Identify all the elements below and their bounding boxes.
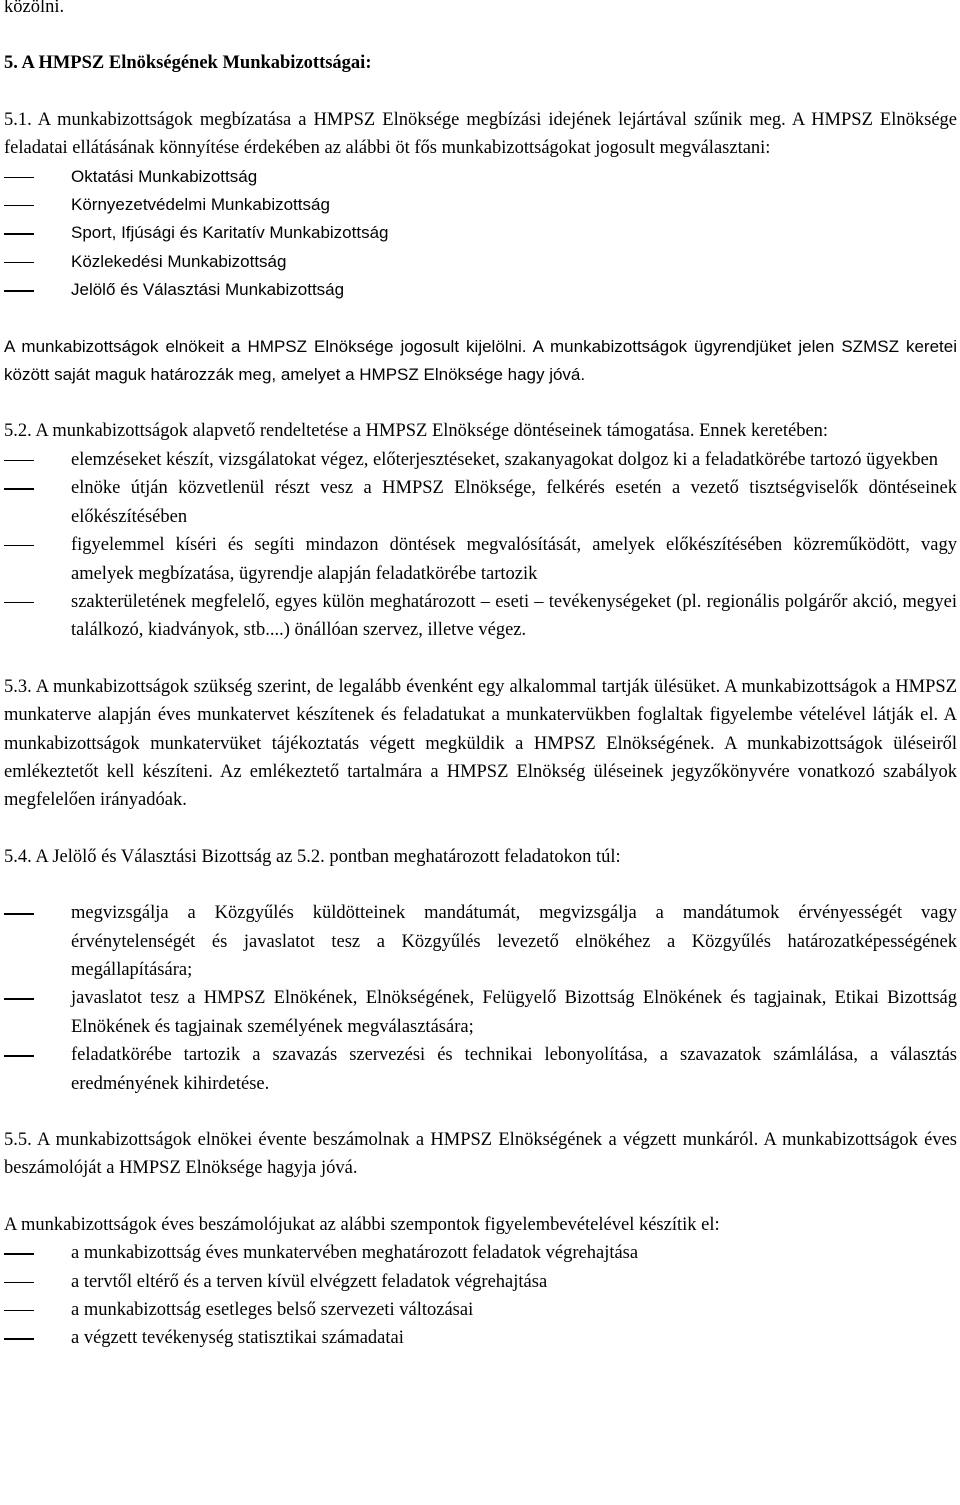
document-page (4, 0, 957, 1353)
dash-bullet-icon (4, 545, 34, 546)
list-item: Oktatási Munkabizottság (4, 163, 957, 191)
dash-bullet-icon (4, 233, 34, 234)
list-item: a munkabizottság esetleges belső szervezeti változásai (4, 1296, 957, 1324)
list-item: a végzett tevékenység statisztikai számadatai (4, 1324, 957, 1352)
list-item: Sport, Ifjúsági és Karitatív Munkabizottság (4, 219, 957, 247)
list-item: feladatkörébe tartozik a szavazás szervezési és technikai lebonyolítása, a szavazatok számlálása, a választás eredményének kihirdetése. (4, 1041, 957, 1098)
list-item: megvizsgálja a Közgyűlés küldötteinek mandátumát, megvizsgálja a mandátumok érvényességét vagy érvénytelenségét és javaslatot tesz a Közgyűlés levezető elnökéhez a Közgyűlés határozatképességének megállapítására; (4, 899, 957, 984)
committee-list (4, 163, 957, 305)
dash-bullet-icon (4, 1282, 34, 1283)
list-item: Környezetvédelmi Munkabizottság (4, 191, 957, 219)
list-item: javaslatot tesz a HMPSZ Elnökének, Elnökségének, Felügyelő Bizottság Elnökének és tagjainak, Etikai Bizottság Elnökének és tagjainak személyének megválasztására; (4, 984, 957, 1041)
section-5-5-paragraph-2: A munkabizottságok éves beszámolójukat az alábbi szempontok figyelembevételével készítik el: (4, 1214, 720, 1235)
list-item: elnöke útján közvetlenül részt vesz a HMPSZ Elnöksége, felkérés esetén a vezető tisztségviselők döntéseinek előkészítésében (4, 474, 957, 531)
section-5-2-list (4, 446, 957, 645)
dash-bullet-icon (4, 290, 34, 291)
list-item: szakterületének megfelelő, egyes külön meghatározott – eseti – tevékenységeket (pl. regionális polgárőr akció, megyei találkozó, kiadványok, stb....) önállóan szervez, illetve végez. (4, 588, 957, 645)
section-5-4-list (4, 899, 957, 1098)
section-5-5-paragraph: 5.5. A munkabizottságok elnökei évente beszámolnak a HMPSZ Elnökségének a végzett munkáról. A munkabizottságok éves beszámolóját a HMPSZ Elnöksége hagyja jóvá. (4, 1130, 957, 1179)
section-5-4-paragraph: 5.4. A Jelölő és Választási Bizottság az 5.2. pontban meghatározott feladatokon túl: (4, 846, 621, 867)
dash-bullet-icon (4, 913, 34, 914)
dash-bullet-icon (4, 1253, 34, 1254)
list-item: elemzéseket készít, vizsgálatokat végez, előterjesztéseket, szakanyagokat dolgoz ki a feladatkörébe tartozó ügyekben (4, 446, 957, 474)
dash-bullet-icon (4, 602, 34, 603)
section-5-5-list (4, 1239, 957, 1353)
list-item: figyelemmel kíséri és segíti mindazon döntések megvalósítását, amelyek előkészítésében közreműködött, vagy amelyek megbízatása, ügyrendje alapján feladatkörébe tartozik (4, 531, 957, 588)
dash-bullet-icon (4, 488, 34, 489)
section-5-3-paragraph: 5.3. A munkabizottságok szükség szerint, de legalább évenként egy alkalommal tartják ülésüket. A munkabizottságok a HMPSZ munkaterve alapján éves munkatervet készítenek és feladatukat a munkatervükben foglaltak figyelembe vételével látják el. A munkabizottságok munkatervüket tájékoztatás végett megküldik a HMPSZ Elnökségének. A munkabizottságok üléseiről emlékeztetőt kell készíteni. Az emlékeztető tartalmára a HMPSZ Elnökség üléseinek jegyzőkönyvére vonatkozó szabályok megfelelően irányadóak. (4, 676, 957, 811)
section-5-2-paragraph: 5.2. A munkabizottságok alapvető rendeltetése a HMPSZ Elnöksége döntéseinek támogatása. Ennek keretében: (4, 421, 829, 442)
dash-bullet-icon (4, 1310, 34, 1311)
dash-bullet-icon (4, 1055, 34, 1056)
list-item: a tervtől eltérő és a terven kívül elvégzett feladatok végrehajtása (4, 1268, 957, 1296)
dash-bullet-icon (4, 998, 34, 999)
section-5-1-paragraph: 5.1. A munkabizottságok megbízatása a HMPSZ Elnöksége megbízási idejének lejártával szűnik meg. A HMPSZ Elnöksége feladatai ellátásának könnyítése érdekében az alábbi öt fős munkabizottságokat jogosult megválasztani: (4, 109, 957, 159)
dash-bullet-icon (4, 262, 34, 263)
intro-line: közölni. (4, 0, 65, 17)
dash-bullet-icon (4, 1338, 34, 1339)
dash-bullet-icon (4, 177, 34, 178)
list-item: Jelölő és Választási Munkabizottság (4, 276, 957, 304)
dash-bullet-icon (4, 460, 34, 461)
dash-bullet-icon (4, 205, 34, 206)
section-5-title: 5. A HMPSZ Elnökségének Munkabizottságai: (4, 53, 372, 74)
list-item: a munkabizottság éves munkatervében meghatározott feladatok végrehajtása (4, 1239, 957, 1267)
section-5-1-paragraph-2: A munkabizottságok elnökeit a HMPSZ Elnöksége jogosult kijelölni. A munkabizottságok ügyrendjüket jelen SZMSZ keretei között saját maguk határozzák meg, amelyet a HMPSZ Elnöksége hagy jóvá. (4, 336, 957, 385)
list-item: Közlekedési Munkabizottság (4, 248, 957, 276)
